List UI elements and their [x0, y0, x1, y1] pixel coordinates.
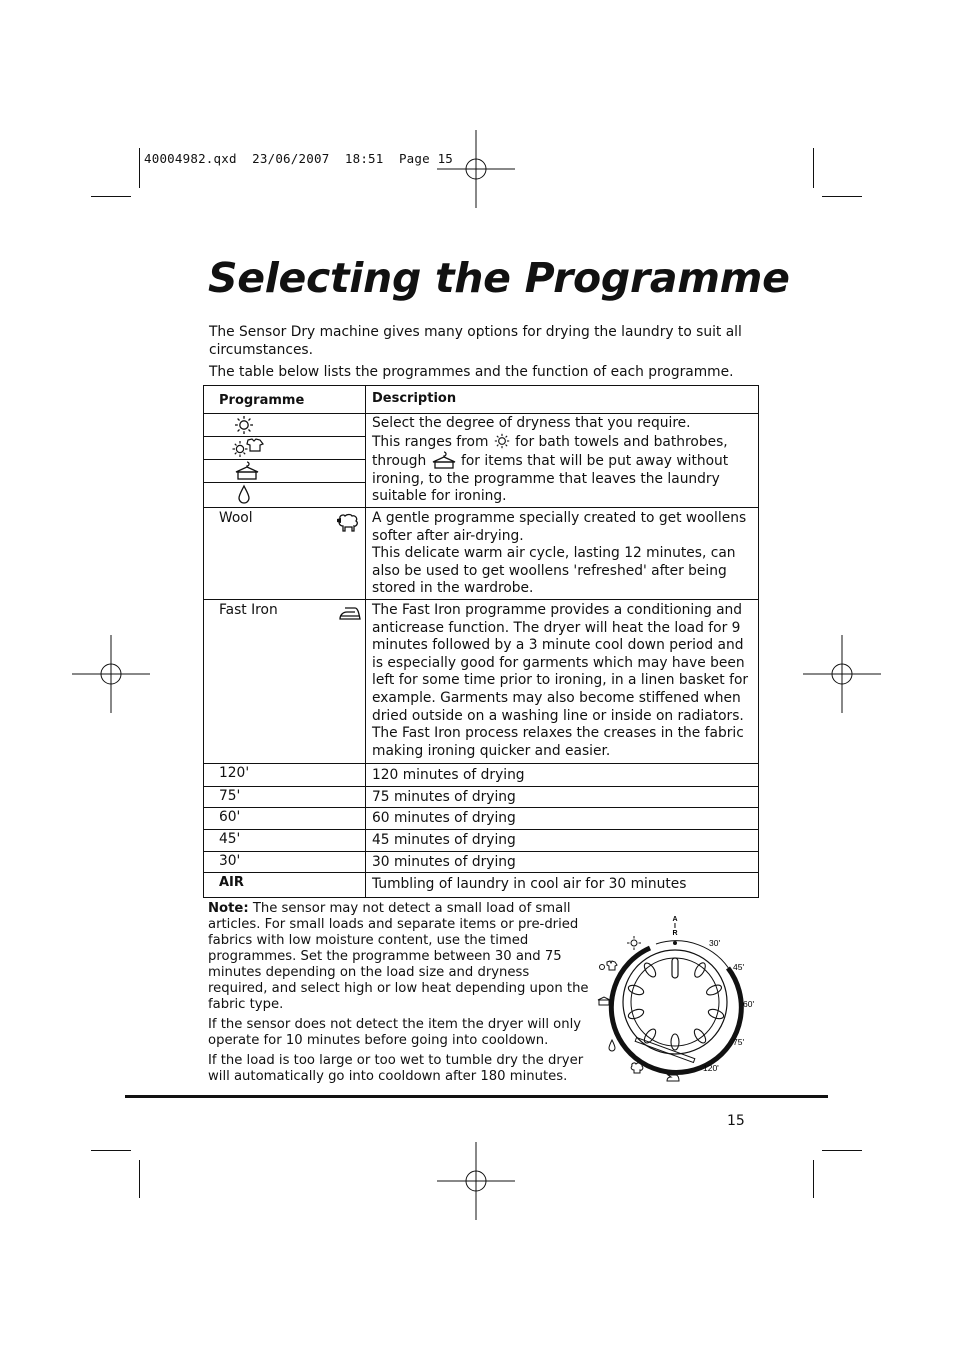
dial-time-label: 45'	[733, 962, 745, 972]
dial-air-letter: R	[672, 930, 678, 937]
programme-cell: Wool	[204, 507, 366, 599]
dial-air-letter: A	[672, 916, 678, 923]
crop-mark	[822, 1150, 862, 1151]
table-row	[204, 764, 759, 787]
description-cell: A gentle programme specially created to get woollens softer after air-drying. This delicate warm air cycle, lasting 12 minutes, can also be used to get woollens 'refreshed' after being stored in the wardrobe.	[366, 507, 759, 599]
programme-cell: 45'	[204, 830, 366, 852]
table-row	[204, 808, 759, 830]
table-row	[204, 786, 759, 808]
dial-time-label: 75'	[733, 1037, 745, 1047]
description-cell: 45 minutes of drying	[366, 830, 759, 852]
sensor-description-cell: Select the degree of dryness that you require. This ranges from for bath towels and bathrobes, through for items that will be put away without ironing, to the programme that leaves the laundry suitable for ironing.	[366, 414, 759, 508]
dial-time-label: 60'	[743, 999, 755, 1009]
crop-mark	[91, 196, 131, 197]
description-cell: 60 minutes of drying	[366, 808, 759, 830]
programme-cell: 120'	[204, 764, 366, 787]
table-row	[204, 507, 759, 599]
crop-mark	[822, 196, 862, 197]
crop-mark	[813, 148, 814, 188]
footer-rule	[125, 1095, 828, 1098]
hanger-icon	[431, 451, 457, 469]
programme-cell: 75'	[204, 786, 366, 808]
programme-cell: 60'	[204, 808, 366, 830]
table-row	[204, 851, 759, 873]
crop-mark	[139, 148, 140, 188]
programme-cell: Fast Iron	[204, 599, 366, 763]
programme-dial-illustration	[590, 910, 770, 1085]
table-row	[204, 386, 759, 414]
programme-table	[203, 385, 759, 898]
sun-icon	[493, 433, 511, 449]
table-row	[204, 414, 759, 437]
description-cell: The Fast Iron programme provides a conditioning and anticrease function. The dryer will heat the load for 9 minutes followed by a 3 minute cool down period and is especially good for garments which may have been left for some time prior to ironing, in a linen basket for example. Garments may also become stiffened when dried outside on a washing line or inside on radiators. The Fast Iron process relaxes the creases in the fabric making ironing quicker and easier.	[366, 599, 759, 763]
sheep-icon	[335, 513, 361, 533]
description-cell: 75 minutes of drying	[366, 786, 759, 808]
dial-air-letter: I	[674, 923, 676, 930]
description-cell: 120 minutes of drying	[366, 764, 759, 787]
sun-shirt-icon	[232, 438, 266, 458]
page-number: 15	[727, 1113, 745, 1129]
registration-mark-icon	[437, 130, 515, 208]
crop-mark	[139, 1160, 140, 1198]
description-cell: Tumbling of laundry in cool air for 30 minutes	[366, 873, 759, 898]
crop-mark	[91, 1150, 131, 1151]
hanger-icon	[234, 461, 260, 481]
intro-paragraph-2: The table below lists the programmes and the function of each programme.	[209, 364, 734, 380]
registration-mark-icon	[803, 635, 881, 713]
table-row	[204, 873, 759, 898]
description-cell: 30 minutes of drying	[366, 851, 759, 873]
print-slug: 40004982.qxd 23/06/2007 18:51 Page 15	[144, 151, 454, 166]
programme-cell	[204, 459, 366, 482]
note-section: Note: The sensor may not detect a small load of small articles. For small loads and separate items or pre-dried fabrics with low moisture content, use the timed programmes. Set the programme between 30 and 75 minutes depending on the load size and dryness required, and select high or low heat depending upon the fabric type. If the sensor does not detect the item the dryer will only operate for 10 minutes before going into cooldown. If the load is too large or too wet to tumble dry the dryer will automatically go into cooldown after 180 minutes.	[208, 901, 589, 1084]
programme-cell	[204, 414, 366, 437]
sun-icon	[234, 415, 254, 435]
programme-header: Programme	[204, 386, 366, 414]
water-drop-icon	[234, 484, 254, 506]
registration-mark-icon	[437, 1142, 515, 1220]
description-header: Description	[366, 386, 759, 414]
programme-cell: AIR	[204, 873, 366, 898]
dial-time-label: 30'	[709, 938, 721, 948]
programme-cell	[204, 436, 366, 459]
programme-cell	[204, 482, 366, 507]
table-row	[204, 599, 759, 763]
intro-paragraph: The Sensor Dry machine gives many options for drying the laundry to suit all circumstances.	[209, 324, 742, 358]
page-title: Selecting the Programme	[208, 254, 790, 302]
dial-time-label: 120'	[703, 1063, 719, 1073]
programme-cell: 30'	[204, 851, 366, 873]
registration-mark-icon	[72, 635, 150, 713]
note-label: Note:	[208, 901, 249, 916]
iron-icon	[339, 604, 361, 622]
crop-mark	[813, 1160, 814, 1198]
table-row	[204, 830, 759, 852]
